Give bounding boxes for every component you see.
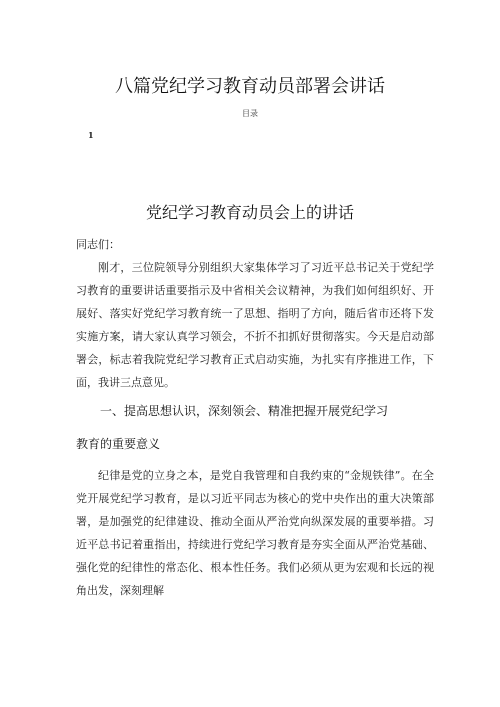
toc-label: 目录 [242, 109, 258, 118]
paragraph-intro: 刚才，三位院领导分别组织大家集体学习了习近平总书记关于党纪学习教育的重要讲话重要指示及中省相关会议精神，为我们如何组织好、开展好、落实好党纪学习教育统一了思想、指明了方向，随后省市还将下发实施方案，请大家认真学习领会，不折不扣抓好贯彻落实。今天是启动部署会，标志着我院党纪学习教育正式启动实施，为扎实有序推进工作，下面，我讲三点意见。 [76, 261, 434, 389]
toc-entry-number: 1 [88, 130, 94, 140]
greeting: 同志们： [76, 238, 120, 251]
document-title: 八篇党纪学习教育动员部署会讲话 [115, 76, 385, 97]
section-heading-1: 一、提高思想认识，深刻领会、精准把握开展党纪学习 [100, 404, 389, 418]
section-heading-1-continued: 教育的重要意义 [76, 437, 161, 451]
speech-body [76, 233, 434, 602]
speech-title: 党纪学习教育动员会上的讲话 [145, 203, 354, 222]
paragraph-discipline: 纪律是党的立身之本，是党自我管理和自我约束的“金规铁律”。在全党开展党纪学习教育，是以习近平同志为核心的党中央作出的重大决策部署，是加强党的纪律建设、推动全面从严治党向纵深发展的重要举措。习近平总书记着重指出，持续进行党纪学习教育是夯实全面从严治党基础、强化党的纪律性的常态化、根本性任务。我们必须从更为宏观和长远的视角出发，深刻理解 [76, 469, 434, 597]
